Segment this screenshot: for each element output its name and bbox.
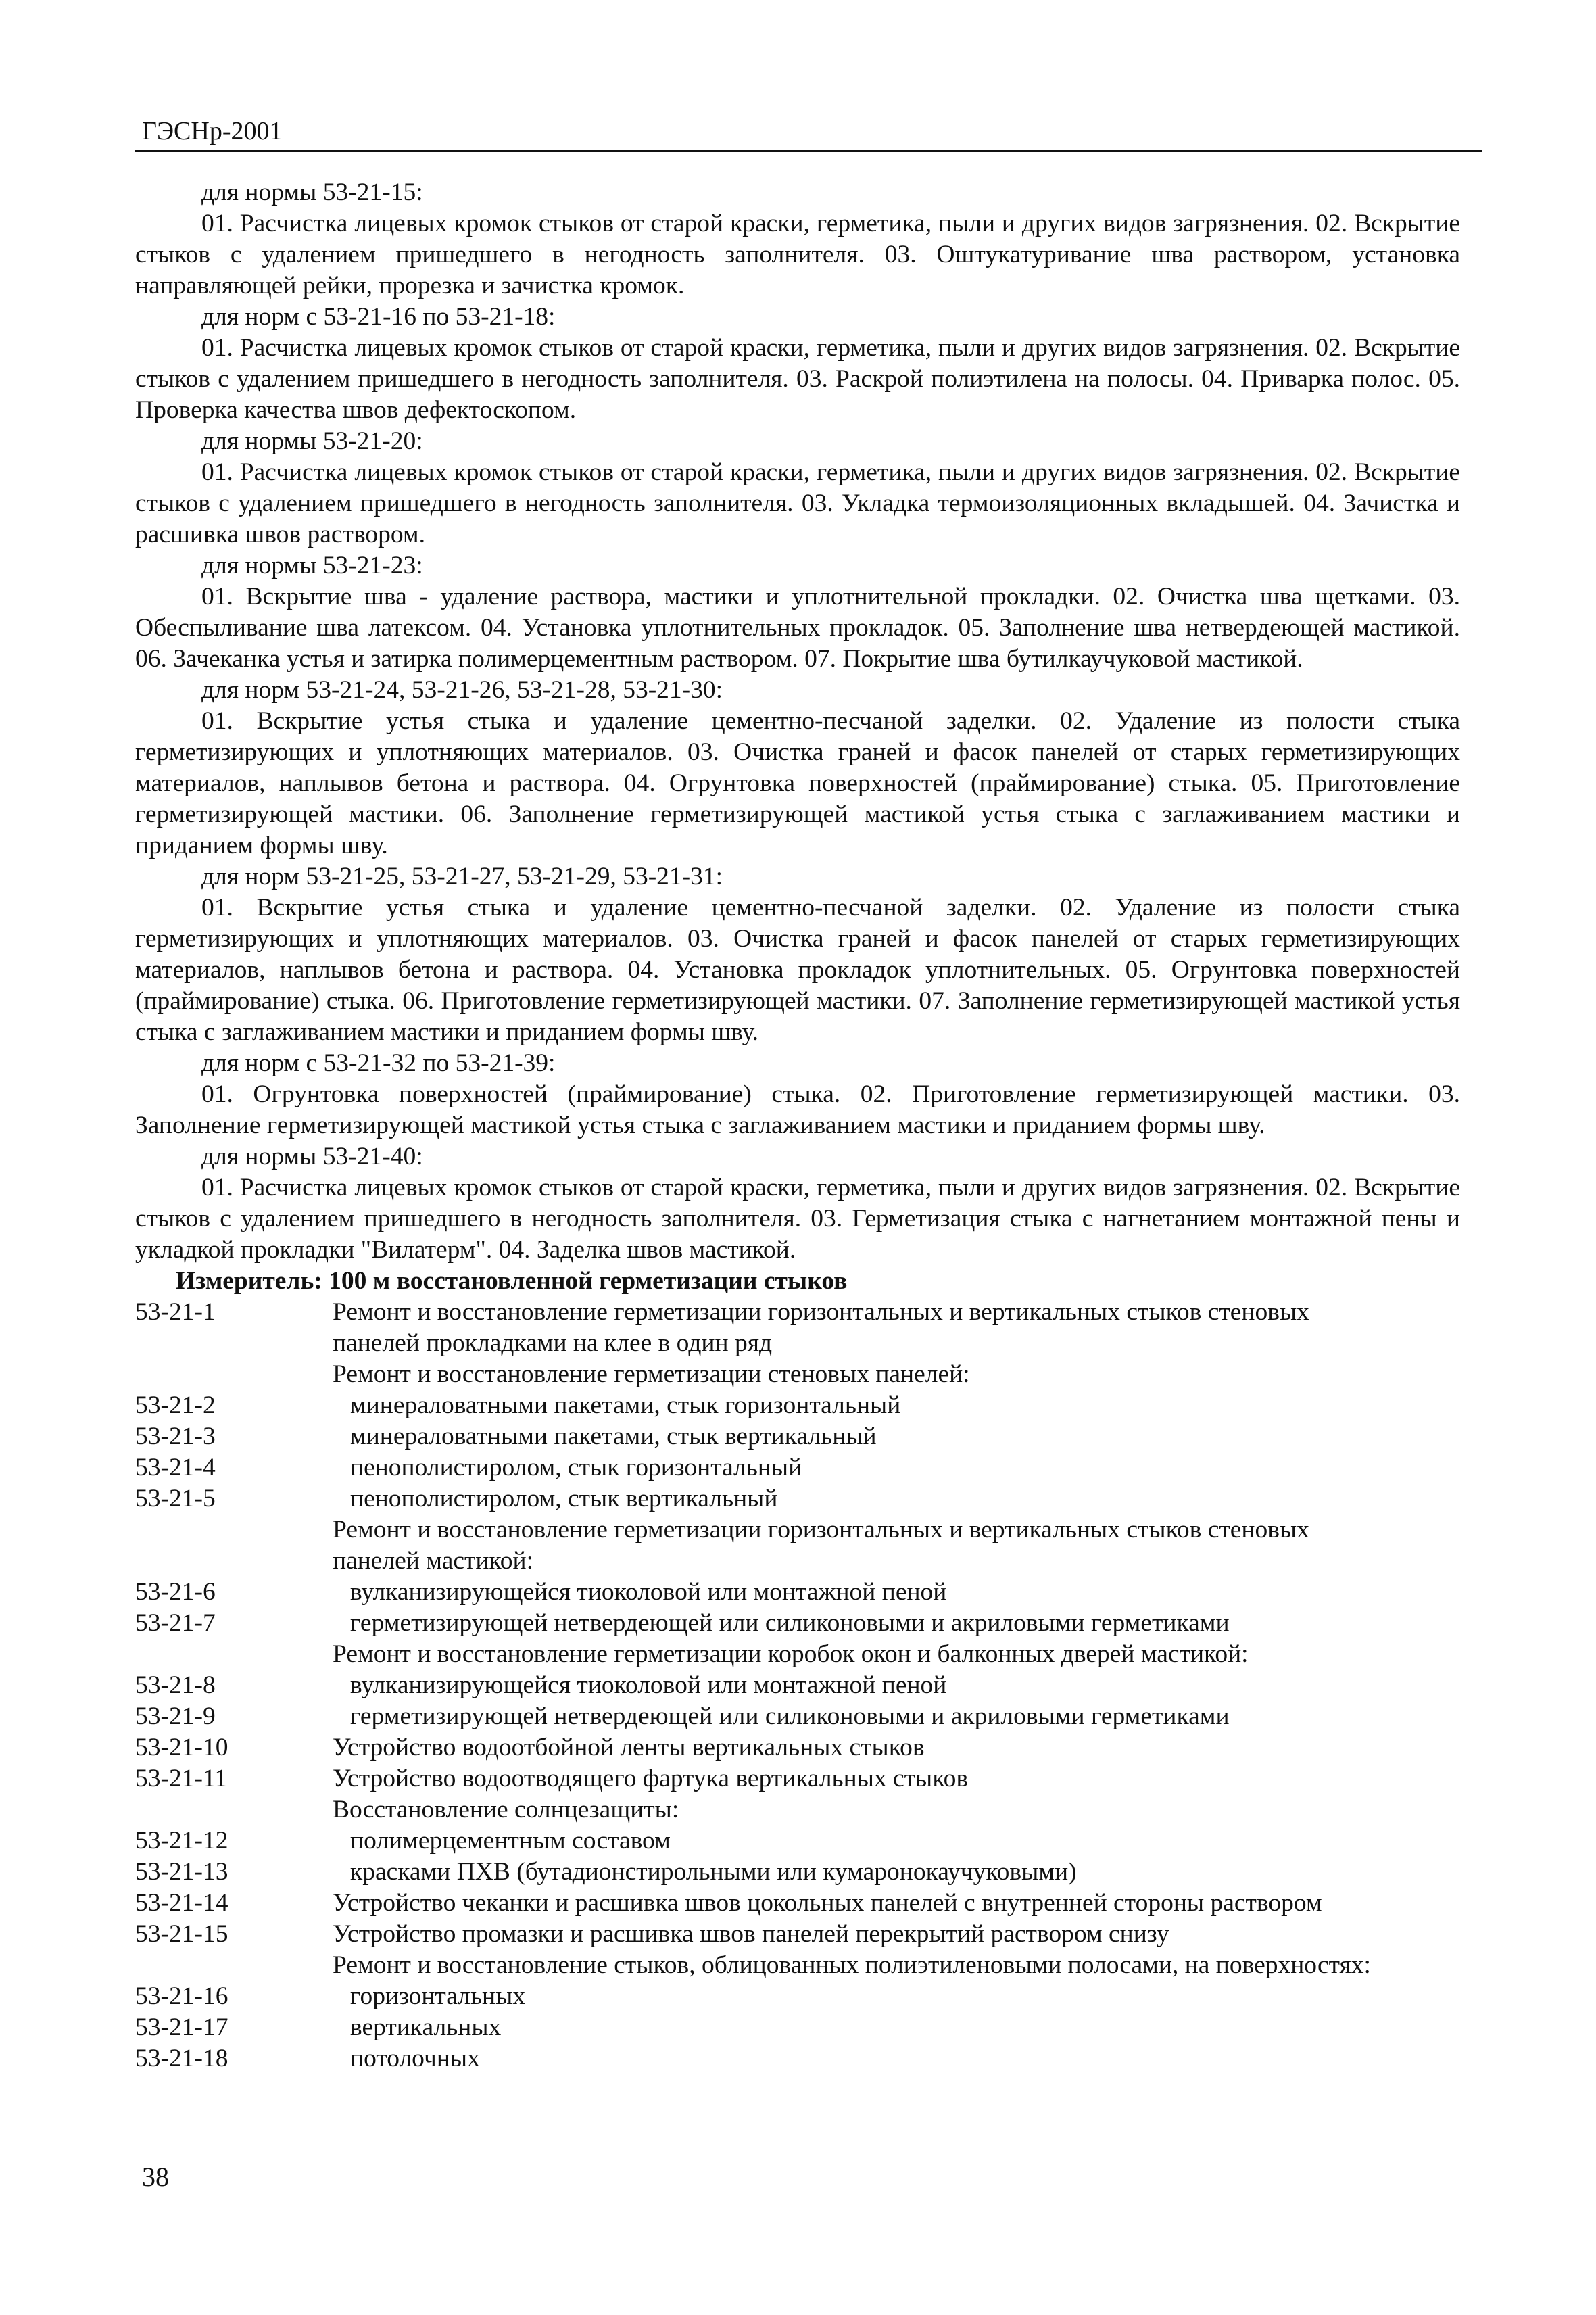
norm-description-text: пенополистиролом, стык горизонтальный	[350, 1454, 802, 1481]
norm-description	[333, 1981, 1460, 2012]
norm-description	[333, 1670, 1460, 1701]
page-header	[135, 110, 1482, 152]
norm-code: 53-21-3	[135, 1423, 216, 1450]
norm-description	[333, 1950, 1460, 1981]
work-description: 01. Огрунтовка поверхностей (праймирование) стыка. 02. Приготовление герметизирующей мастики. 03. Заполнение герметизирующей мастикой устья стыка с заглаживанием мастики и приданием формы шву.	[135, 1080, 1460, 1139]
norm-row	[135, 1857, 1460, 1888]
norm-row	[135, 1577, 1460, 1608]
norm-description-text: Ремонт и восстановление герметизации стеновых панелей:	[333, 1360, 970, 1388]
norm-description	[333, 1888, 1460, 1919]
norm-description	[333, 1514, 1460, 1577]
norm-row	[135, 2012, 1460, 2043]
norm-range-label: для норм 53-21-24, 53-21-26, 53-21-28, 53-21-30:	[201, 676, 723, 704]
norm-row	[135, 1421, 1460, 1452]
norm-row	[135, 1950, 1460, 1981]
norm-description-text: Устройство водоотбойной ленты вертикальных стыков	[333, 1734, 925, 1761]
norm-range-label: для норм с 53-21-16 по 53-21-18:	[201, 303, 556, 331]
norm-description	[333, 1763, 1460, 1794]
norm-description-text: Ремонт и восстановление герметизации коробок окон и балконных дверей мастикой:	[333, 1640, 1249, 1668]
norm-range-label: для нормы 53-21-23:	[201, 552, 423, 579]
norm-code: 53-21-15	[135, 1920, 228, 1948]
norm-description	[333, 2043, 1460, 2074]
norm-code: 53-21-1	[135, 1298, 216, 1326]
norm-description	[333, 1297, 1460, 1359]
norm-description	[333, 1825, 1460, 1857]
norm-code: 53-21-16	[135, 1982, 228, 2010]
norm-code: 53-21-6	[135, 1578, 216, 1606]
norm-code: 53-21-5	[135, 1485, 216, 1512]
norm-description	[333, 2012, 1460, 2043]
norm-row	[135, 1732, 1460, 1763]
norm-range-label: для норм с 53-21-32 по 53-21-39:	[201, 1049, 556, 1077]
norm-row	[135, 1794, 1460, 1825]
norm-row	[135, 1297, 1460, 1359]
norm-description	[333, 1359, 1460, 1390]
norm-code: 53-21-12	[135, 1827, 228, 1855]
norm-description-text: герметизирующей нетвердеющей или силиконовыми и акриловыми герметиками	[350, 1609, 1230, 1637]
norm-description	[333, 1857, 1460, 1888]
norm-row	[135, 1888, 1460, 1919]
norm-code: 53-21-9	[135, 1702, 216, 1730]
norm-description	[333, 1701, 1460, 1732]
norm-row	[135, 1452, 1460, 1483]
norm-row	[135, 1670, 1460, 1701]
work-block	[135, 177, 1460, 302]
norm-row	[135, 1514, 1460, 1577]
norm-description	[333, 1421, 1460, 1452]
norm-description-text: Ремонт и восстановление герметизации горизонтальных и вертикальных стыков стеновых	[333, 1516, 1309, 1544]
norm-description	[333, 1794, 1460, 1825]
work-block	[135, 550, 1460, 675]
work-description: 01. Расчистка лицевых кромок стыков от старой краски, герметика, пыли и других видов загрязнения. 02. Вскрытие стыков с удалением пришедшего в негодность заполнителя. 03. Оштукатуривание шва раствором, установка направляющей рейки, прорезка и зачистка кромок.	[135, 210, 1460, 300]
norm-row	[135, 1483, 1460, 1514]
work-description: 01. Вскрытие устья стыка и удаление цементно-песчаной заделки. 02. Удаление из полости стыка герметизирующих и уплотняющих материалов. 03. Очистка граней и фасок панелей от старых герметизирующих материалов, наплывов бетона и раствора. 04. Установка прокладок уплотнительных. 05. Огрунтовка поверхностей (праймирование) стыка. 06. Приготовление герметизирующей мастики. 07. Заполнение герметизирующей мастикой устья стыка с заглаживанием мастики и приданием формы шву.	[135, 894, 1460, 1046]
norm-description-text: вулканизирующейся тиоколовой или монтажной пеной	[350, 1671, 947, 1699]
norm-range-label: для нормы 53-21-20:	[201, 427, 423, 455]
norm-description-text: полимерцементным составом	[350, 1827, 671, 1855]
norm-row	[135, 1763, 1460, 1794]
norm-description	[333, 1608, 1460, 1639]
norm-description	[333, 1577, 1460, 1608]
work-block	[135, 675, 1460, 861]
norm-code: 53-21-7	[135, 1609, 216, 1637]
work-description: 01. Расчистка лицевых кромок стыков от старой краски, герметика, пыли и других видов загрязнения. 02. Вскрытие стыков с удалением пришедшего в негодность заполнителя. 03. Герметизация стыка с нагнетанием монтажной пены и укладкой прокладки "Вилатерм". 04. Заделка швов мастикой.	[135, 1174, 1460, 1264]
norm-description-text: герметизирующей нетвердеющей или силиконовыми и акриловыми герметиками	[350, 1702, 1230, 1730]
norm-description-continuation: панелей прокладками на клее в один ряд	[333, 1329, 773, 1357]
norm-description-text: горизонтальных	[350, 1982, 526, 2010]
norm-description	[333, 1732, 1460, 1763]
norm-description-text: Ремонт и восстановление герметизации горизонтальных и вертикальных стыков стеновых	[333, 1298, 1309, 1326]
norm-description-text: вулканизирующейся тиоколовой или монтажной пеной	[350, 1578, 947, 1606]
work-block	[135, 1141, 1460, 1266]
work-composition	[135, 177, 1460, 1266]
norm-description-text: минераловатными пакетами, стык горизонтальный	[350, 1391, 901, 1419]
norm-row	[135, 1981, 1460, 2012]
norm-row	[135, 1825, 1460, 1857]
norm-row	[135, 1701, 1460, 1732]
norm-code: 53-21-13	[135, 1858, 228, 1886]
norm-description-text: Устройство промазки и расшивка швов панелей перекрытий раствором снизу	[333, 1920, 1169, 1948]
norm-row	[135, 1639, 1460, 1670]
work-description: 01. Расчистка лицевых кромок стыков от старой краски, герметика, пыли и других видов загрязнения. 02. Вскрытие стыков с удалением пришедшего в негодность заполнителя. 03. Раскрой полиэтилена на полосы. 04. Приварка полос. 05. Проверка качества швов дефектоскопом.	[135, 334, 1460, 424]
norm-code: 53-21-8	[135, 1671, 216, 1699]
norm-description	[333, 1390, 1460, 1421]
norm-description-text: Устройство чеканки и расшивка швов цокольных панелей с внутренней стороны раствором	[333, 1889, 1322, 1917]
document-code: ГЭСНр-2001	[142, 117, 283, 145]
work-block	[135, 1048, 1460, 1141]
norm-description-text: потолочных	[350, 2045, 480, 2072]
norm-code: 53-21-4	[135, 1454, 216, 1481]
work-description: 01. Расчистка лицевых кромок стыков от старой краски, герметика, пыли и других видов загрязнения. 02. Вскрытие стыков с удалением пришедшего в негодность заполнителя. 03. Укладка термоизоляционных вкладышей. 04. Зачистка и расшивка швов раствором.	[135, 458, 1460, 548]
norm-code: 53-21-10	[135, 1734, 228, 1761]
work-description: 01. Вскрытие шва - удаление раствора, мастики и уплотнительной прокладки. 02. Очистка шва щетками. 03. Обеспыливание шва латексом. 04. Установка уплотнительных прокладок. 05. Заполнение шва нетвердеющей мастикой. 06. Зачеканка устья и затирка полимерцементным раствором. 07. Покрытие шва бутилкаучуковой мастикой.	[135, 583, 1460, 673]
norm-row	[135, 1390, 1460, 1421]
norm-description-text: красками ПХВ (бутадионстирольными или кумаронокаучуковыми)	[350, 1858, 1077, 1886]
norm-code: 53-21-18	[135, 2045, 228, 2072]
norm-description-text: минераловатными пакетами, стык вертикальный	[350, 1423, 877, 1450]
work-block	[135, 426, 1460, 550]
norm-row	[135, 1919, 1460, 1950]
document-body	[135, 177, 1460, 2074]
norms-table	[135, 1297, 1460, 2074]
page-number: 38	[142, 2162, 169, 2192]
norm-code: 53-21-14	[135, 1889, 228, 1917]
norm-description-text: Ремонт и восстановление стыков, облицованных полиэтиленовыми полосами, на поверхностях:	[333, 1951, 1371, 1979]
norm-description	[333, 1919, 1460, 1950]
measure-title: Измеритель: 100 м восстановленной герметизации стыков	[176, 1267, 848, 1295]
norm-description-continuation: панелей мастикой:	[333, 1547, 533, 1575]
norm-range-label: для нормы 53-21-15:	[201, 178, 423, 206]
work-block	[135, 861, 1460, 1048]
norm-description-text: вертикальных	[350, 2013, 502, 2041]
work-description: 01. Вскрытие устья стыка и удаление цементно-песчаной заделки. 02. Удаление из полости стыка герметизирующих и уплотняющих материалов. 03. Очистка граней и фасок панелей от старых герметизирующих материалов, наплывов бетона и раствора. 04. Огрунтовка поверхностей (праймирование) стыка. 05. Приготовление герметизирующей мастики. 06. Заполнение герметизирующей мастикой устья стыка с заглаживанием мастики и приданием формы шву.	[135, 707, 1460, 859]
norm-range-label: для нормы 53-21-40:	[201, 1143, 423, 1170]
norm-description	[333, 1452, 1460, 1483]
norm-code: 53-21-2	[135, 1391, 216, 1419]
work-block	[135, 302, 1460, 426]
norm-range-label: для норм 53-21-25, 53-21-27, 53-21-29, 53-21-31:	[201, 863, 723, 890]
norm-description	[333, 1483, 1460, 1514]
norm-description-text: пенополистиролом, стык вертикальный	[350, 1485, 778, 1512]
norm-row	[135, 1359, 1460, 1390]
norm-description-text: Устройство водоотводящего фартука вертикальных стыков	[333, 1765, 969, 1792]
norm-description-text: Восстановление солнцезащиты:	[333, 1796, 679, 1823]
norm-row	[135, 2043, 1460, 2074]
norm-code: 53-21-11	[135, 1765, 228, 1792]
norm-row	[135, 1608, 1460, 1639]
norm-description	[333, 1639, 1460, 1670]
norm-code: 53-21-17	[135, 2013, 228, 2041]
